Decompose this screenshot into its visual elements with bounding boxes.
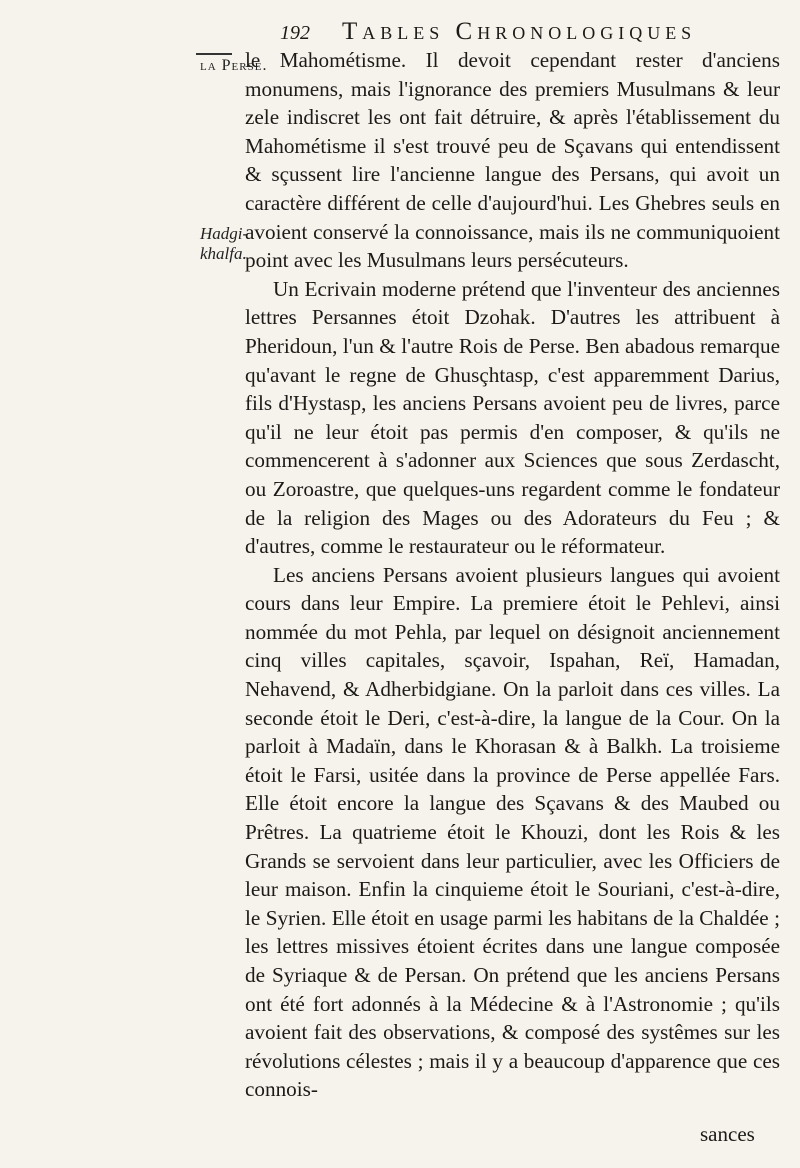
margin-note-country: la Perse. xyxy=(200,57,268,74)
paragraph-2: Un Ecrivain moderne prétend que l'inventeur des anciennes lettres Persannes étoit Dzohak. D'autres les attribuent à Pheridoun, l'un & l'autre Rois de Perse. Ben abadous remarque qu'avant le regne de Ghusçhtasp, c'est apparemment Darius, fils d'Hystasp, les anciens Persans avoient peu de livres, parce qu'il ne leur étoit pas permis d'en composer, & qu'ils ne commencerent à s'adonner aux Sciences que sous Zerdascht, ou Zoroastre, que quelques-uns regardent comme le fondateur de la religion des Mages ou des Adorateurs du Feu ; & d'autres, comme le restaurateur ou le réformateur. xyxy=(245,276,780,559)
running-title: Tables Chronologiques xyxy=(342,18,697,45)
margin-note-author: Hadgi-khalfa. xyxy=(200,224,249,263)
paragraph-1: le Mahométisme. Il devoit cependant rester d'anciens monumens, mais l'ignorance des premiers Musulmans & leur zele indiscret les ont fait détruire, & après l'établissement du Mahométisme il s'est trouvé peu de Sçavans qui entendissent & sçussent lire l'ancienne langue des Persans, qui avoit un caractère différent de celle d'aujourd'hui. Les Ghebres seuls en avoient conservé la connoissance, mais ils ne communiquoient point avec les Musulmans leurs persécuteurs. xyxy=(245,48,780,273)
catchword: sances xyxy=(700,1122,755,1146)
margin-rule xyxy=(196,53,232,55)
body-text xyxy=(245,46,780,1104)
page-number: 192 xyxy=(280,22,310,44)
paragraph-3: Les anciens Persans avoient plusieurs langues qui avoient cours dans leur Empire. La premiere étoit le Pehlevi, ainsi nommée du mot Pehla, par lequel on désignoit anciennement cinq villes capitales, sçavoir, Ispahan, Reï, Hamadan, Nehavend, & Adherbidgiane. On la parloit dans ces villes. La seconde étoit le Deri, c'est-à-dire, la langue de la Cour. On la parloit à Madaïn, dans le Khorasan & à Balkh. La troisieme étoit le Farsi, usitée dans la province de Perse appellée Fars. Elle étoit encore la langue des Sçavans & des Maubed ou Prêtres. La quatrieme étoit le Khouzi, dont les Rois & les Grands se servoient dans leur particulier, avec les Officiers de leur maison. Enfin la cinquieme étoit le Souriani, c'est-à-dire, le Syrien. Elle étoit en usage parmi les habitans de la Chaldée ; les lettres missives étoient écrites dans une langue composée de Syriaque & de Persan. On prétend que les anciens Persans ont été fort adonnés à la Médecine & à l'Astronomie ; qu'ils avoient fait des observations, & composé des systêmes sur les révolutions célestes ; mais il y a beaucoup d'apparence que ces connois- xyxy=(245,562,780,1102)
